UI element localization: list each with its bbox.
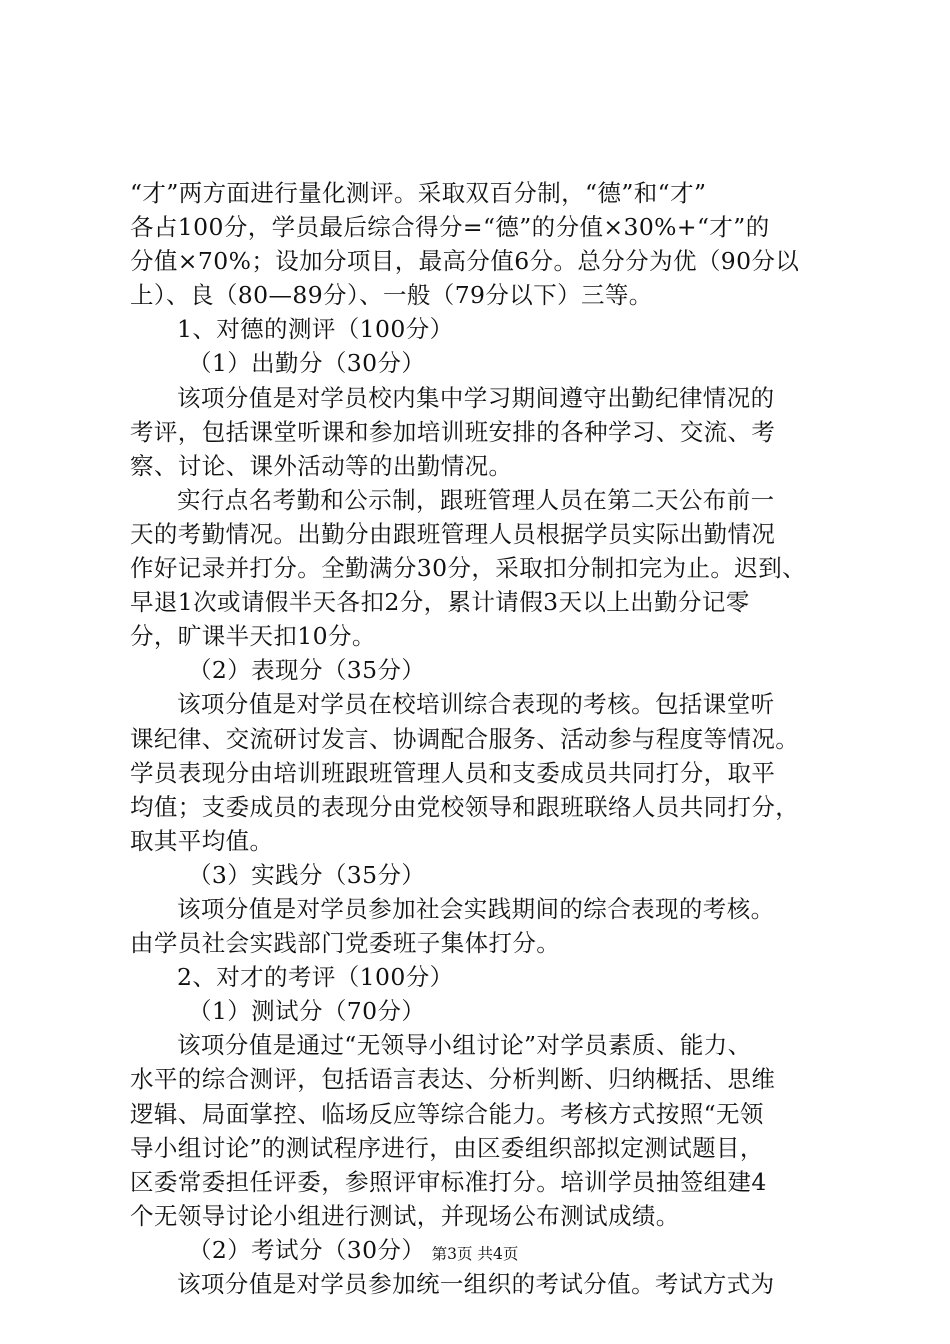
text-line: 实行点名考勤和公示制，跟班管理人员在第二天公布前一 [177, 485, 775, 514]
text-line: 个无领导讨论小组进行测试，并现场公布测试成绩。 [130, 1201, 680, 1230]
subsection-heading: （2）表现分（35分） [188, 656, 426, 685]
text-line: 取其平均值。 [130, 826, 274, 855]
text-line: 该项分值是对学员在校培训综合表现的考核。包括课堂听 [177, 690, 775, 719]
text-line: 作好记录并打分。全勤满分30分，采取扣分制扣完为止。迟到、 [130, 554, 807, 583]
text-line: 该项分值是通过“无领导小组讨论”对学员素质、能力、 [177, 1031, 752, 1060]
text-line: 课纪律、交流研讨发言、协调配合服务、活动参与程度等情况。 [130, 724, 800, 753]
document-body [130, 176, 830, 1301]
text-line: 导小组讨论”的测试程序进行，由区委组织部拟定测试题目， [130, 1133, 764, 1162]
text-line: “才”两方面进行量化测评。采取双百分制，“德”和“才” [130, 179, 707, 207]
text-line: 该项分值是对学员参加统一组织的考试分值。考试方式为 [177, 1270, 775, 1298]
text-line: 区委常委担任评委，参照评审标准打分。培训学员抽签组建4 [130, 1167, 767, 1196]
subsection-heading: （3）实践分（35分） [188, 860, 426, 889]
subsection-heading: （1）出勤分（30分） [188, 349, 426, 378]
text-line: 分值×70%；设加分项目，最高分值6分。总分分为优（90分以 [130, 247, 800, 276]
text-line: 水平的综合测评，包括语言表达、分析判断、归纳概括、思维 [130, 1065, 776, 1094]
text-line: 学员表现分由培训班跟班管理人员和支委成员共同打分，取平 [130, 758, 776, 787]
page-footer: 第3页 共4页 [431, 1245, 519, 1263]
section-heading: 1、对德的测评（100分） [177, 315, 454, 344]
text-line: 逻辑、局面掌控、临场反应等综合能力。考核方式按照“无领 [130, 1099, 764, 1128]
text-line: 察、讨论、课外活动等的出勤情况。 [130, 451, 513, 480]
text-line: 考评，包括课堂听课和参加培训班安排的各种学习、交流、考 [130, 417, 776, 446]
subsection-heading: （1）测试分（70分） [188, 997, 426, 1026]
text-line: 均值；支委成员的表现分由党校领导和跟班联络人员共同打分， [130, 792, 800, 821]
text-line: 天的考勤情况。出勤分由跟班管理人员根据学员实际出勤情况 [130, 519, 776, 548]
text-line: 早退1次或请假半天各扣2分，累计请假3天以上出勤分记零 [130, 588, 750, 617]
text-line: 由学员社会实践部门党委班子集体打分。 [130, 929, 561, 958]
text-line: 各占100分，学员最后综合得分=“德”的分值×30%+“才”的 [130, 213, 770, 242]
subsection-heading: （2）考试分（30分） [188, 1235, 426, 1264]
text-line: 该项分值是对学员校内集中学习期间遵守出勤纪律情况的 [177, 383, 775, 412]
section-heading: 2、对才的考评（100分） [177, 963, 454, 992]
text-line: 分，旷课半天扣10分。 [130, 622, 376, 651]
text-line: 该项分值是对学员参加社会实践期间的综合表现的考核。 [177, 894, 775, 923]
text-line: 上）、良（80—89分）、一般（79分以下）三等。 [130, 281, 653, 310]
